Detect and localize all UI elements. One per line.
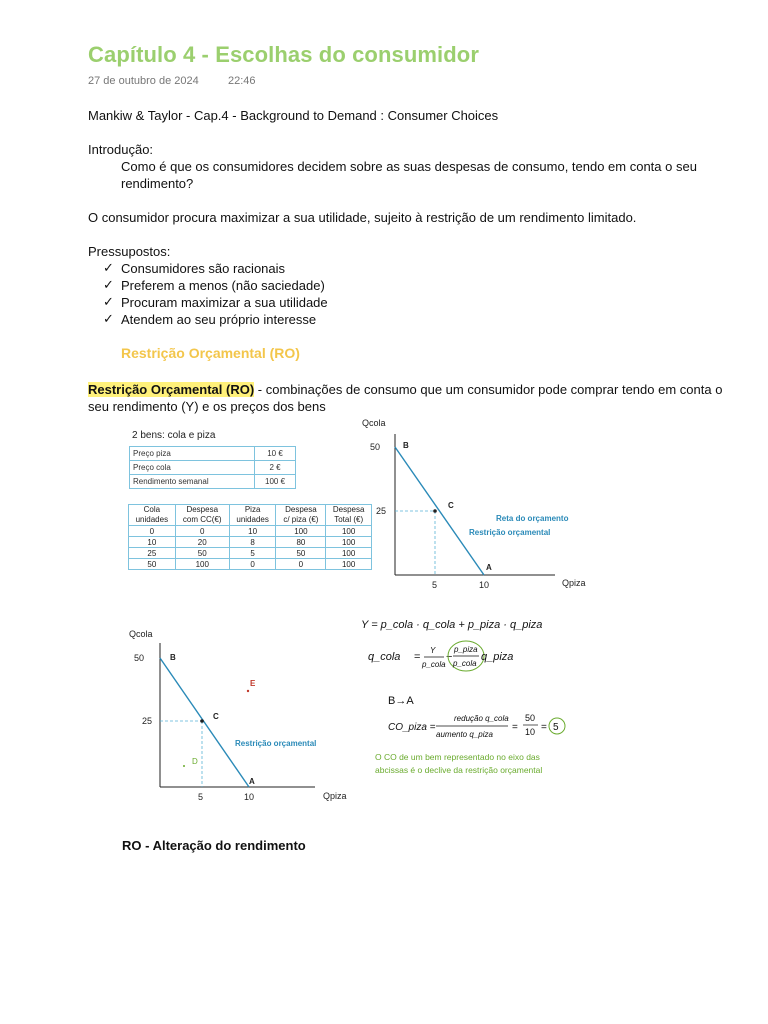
point-label: A: [249, 777, 255, 786]
assumption-item: Atendem ao seu próprio interesse: [121, 312, 317, 327]
check-icon: ✓: [103, 277, 114, 292]
assumption-item: Procuram maximizar a sua utilidade: [121, 295, 328, 310]
ro-definition-text: - combinações de consumo que um consumidor pode comprar tendo em conta o: [254, 382, 723, 397]
formula-result: 5: [553, 722, 559, 733]
check-icon: ✓: [103, 294, 114, 309]
ro-definition: [88, 381, 748, 398]
formula-term: q_cola: [368, 651, 401, 663]
table-cell: Preço piza: [130, 447, 255, 461]
formula-term: p_cola: [422, 660, 446, 669]
table-cell: 2 €: [255, 461, 296, 475]
formula-term: 10: [525, 727, 536, 737]
y-axis-label: Qcola: [362, 418, 386, 428]
section-heading: Restrição Orçamental (RO): [121, 345, 300, 361]
tick-label: 50: [134, 653, 145, 663]
point-label: D: [192, 757, 198, 766]
x-axis-label: Qpiza: [562, 578, 586, 588]
x-axis-label: Qpiza: [323, 791, 347, 801]
assumptions-label: Pressupostos:: [88, 244, 171, 259]
formula-panel: [358, 610, 608, 782]
table-cell: Preço cola: [130, 461, 255, 475]
point-label: B: [170, 653, 176, 662]
table-header-row: [129, 505, 372, 526]
budget-chart-2: [125, 625, 355, 810]
formula-term: Y: [430, 646, 436, 655]
tick-label: 5: [432, 580, 438, 590]
annotation-label: Reta do orçamento: [496, 514, 569, 523]
goods-heading: 2 bens: cola e piza: [132, 430, 216, 441]
tick-label: 10: [479, 580, 490, 590]
budget-chart-1: [360, 412, 590, 592]
formula-term: 50: [525, 713, 536, 723]
ro-definition-line-2: seu rendimento (Y) e os preços dos bens: [88, 399, 326, 414]
y-axis-label: Qcola: [129, 629, 153, 639]
budget-equation: Y = p_cola · q_cola + p_piza · q_piza: [361, 619, 543, 631]
page-time: 22:46: [228, 75, 256, 87]
page-title: Capítulo 4 - Escolhas do consumidor: [88, 42, 479, 67]
tick-label: 10: [244, 792, 255, 802]
column-header: Despesa com CC(€): [175, 505, 229, 526]
point-label: E: [250, 679, 256, 688]
point-label: A: [486, 563, 492, 572]
point-d-dot: [183, 765, 185, 767]
equals-sign: =: [541, 722, 547, 733]
expense-table: [128, 504, 372, 570]
budget-line: [160, 658, 249, 787]
point-c-dot: [433, 509, 437, 513]
formula-term: q_piza: [481, 651, 514, 663]
formula-term: CO_piza =: [388, 722, 436, 733]
column-header: Cola unidades: [129, 505, 176, 526]
check-icon: ✓: [103, 260, 114, 275]
point-e-dot: [247, 690, 249, 692]
point-label: C: [213, 712, 219, 721]
intro-line-1: Como é que os consumidores decidem sobre as suas despesas de consumo, tendo em conta o seu: [121, 159, 697, 174]
column-header: Despesa c/ piza (€): [276, 505, 326, 526]
tick-label: 25: [376, 506, 387, 516]
tick-label: 25: [142, 716, 153, 726]
table-row: [130, 475, 296, 489]
check-icon: ✓: [103, 311, 114, 326]
annotation-label: Restrição orçamental: [235, 739, 317, 748]
source-line: Mankiw & Taylor - Cap.4 - Background to Demand : Consumer Choices: [88, 108, 499, 123]
point-label: B: [403, 441, 409, 450]
table-row: [130, 447, 296, 461]
assumption-item: Consumidores são racionais: [121, 261, 286, 276]
formula-term: p_piza: [454, 645, 478, 654]
table-cell: Rendimento semanal: [130, 475, 255, 489]
table-row: 10 20 8 80 100: [129, 537, 372, 548]
footer-heading: RO - Alteração do rendimento: [122, 838, 306, 853]
intro-line-2: rendimento?: [121, 176, 194, 191]
page-date: 27 de outubro de 2024: [88, 75, 199, 87]
column-header: Despesa Total (€): [326, 505, 372, 526]
annotation-label: Restrição orçamental: [469, 528, 551, 537]
table-row: 50 100 0 0 100: [129, 559, 372, 570]
green-note-line-2: abcissas é o declive da restrição orçamental: [375, 765, 543, 775]
point-c-dot: [200, 719, 204, 723]
equals-sign: =: [414, 651, 421, 663]
formula-term: p_cola: [453, 659, 477, 668]
assumption-item: Preferem a menos (não saciedade): [121, 278, 325, 293]
tick-label: 50: [370, 442, 381, 452]
intro-label: Introdução:: [88, 142, 154, 157]
tick-label: 5: [198, 792, 204, 802]
table-cell: 10 €: [255, 447, 296, 461]
budget-line: [395, 447, 484, 575]
table-row: [130, 461, 296, 475]
formula-term: redução q_cola: [454, 714, 509, 723]
green-note-line-1: O CO de um bem representado no eixo das: [375, 752, 540, 762]
prices-table: [129, 446, 296, 489]
table-row: 25 50 5 50 100: [129, 548, 372, 559]
ro-term: Restrição Orçamental (RO): [88, 382, 255, 397]
equals-sign: =: [512, 722, 518, 733]
minus-sign: −: [446, 651, 453, 663]
table-cell: 100 €: [255, 475, 296, 489]
direction-label: B→A: [388, 695, 414, 707]
column-header: Piza unidades: [229, 505, 276, 526]
formula-term: aumento q_piza: [436, 730, 493, 739]
table-row: 0 0 10 100 100: [129, 526, 372, 537]
utility-statement: O consumidor procura maximizar a sua utilidade, sujeito à restrição de um rendimento limitado.: [88, 210, 637, 225]
point-label: C: [448, 501, 454, 510]
